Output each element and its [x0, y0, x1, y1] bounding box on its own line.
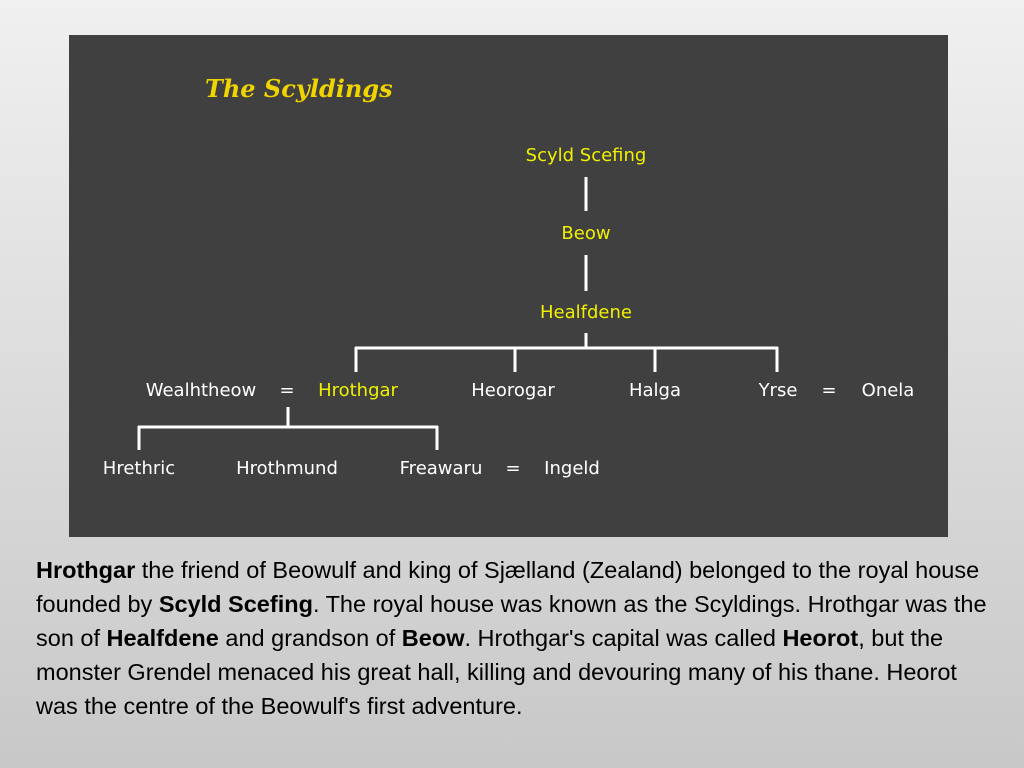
- family-tree-diagram: [69, 35, 948, 537]
- node-beow: Beow: [561, 223, 611, 244]
- description-text: the friend of Beowulf and king of Sjælland (Zealand) belonged to the royal house founded by: [36, 557, 980, 617]
- marriage-sign: =: [505, 458, 521, 479]
- node-halga: Halga: [628, 380, 682, 401]
- description-bold-text: Beow: [401, 625, 465, 651]
- description-text: , but the monster Grendel menaced his great hall, killing and devouring many of his thane. Heorot was the centre of the Beowulf's first adventure.: [36, 625, 957, 719]
- description-text: . Hrothgar's capital was called: [464, 625, 783, 651]
- node-wealhtheow: Wealhtheow: [145, 380, 257, 401]
- node-ingeld: Ingeld: [544, 458, 600, 479]
- node-hrothgar: Hrothgar: [318, 380, 398, 401]
- node-heorogar: Heorogar: [471, 380, 555, 401]
- node-hrothmund: Hrothmund: [236, 458, 338, 479]
- marriage-sign: =: [279, 380, 295, 401]
- description-text: . The royal house was known as the Scyldings. Hrothgar was the son of: [36, 591, 987, 651]
- node-hrethric: Hrethric: [102, 458, 176, 479]
- description-text: and grandson of: [218, 625, 402, 651]
- description-bold-text: Scyld Scefing: [158, 591, 313, 617]
- node-healfdene: Healfdene: [540, 302, 632, 323]
- family-tree-svg: [69, 35, 948, 537]
- diagram-title: The Scyldings: [205, 74, 393, 103]
- node-freawaru: Freawaru: [399, 458, 483, 479]
- description-bold-text: Heorot: [782, 625, 859, 651]
- description-bold-text: Healfdene: [106, 625, 219, 651]
- node-onela: Onela: [861, 380, 915, 401]
- node-scyld-scefing: Scyld Scefing: [525, 145, 647, 166]
- node-yrse: Yrse: [758, 380, 798, 401]
- description-paragraph: [36, 553, 998, 723]
- marriage-sign: =: [821, 380, 837, 401]
- description-bold-text: Hrothgar: [36, 557, 136, 583]
